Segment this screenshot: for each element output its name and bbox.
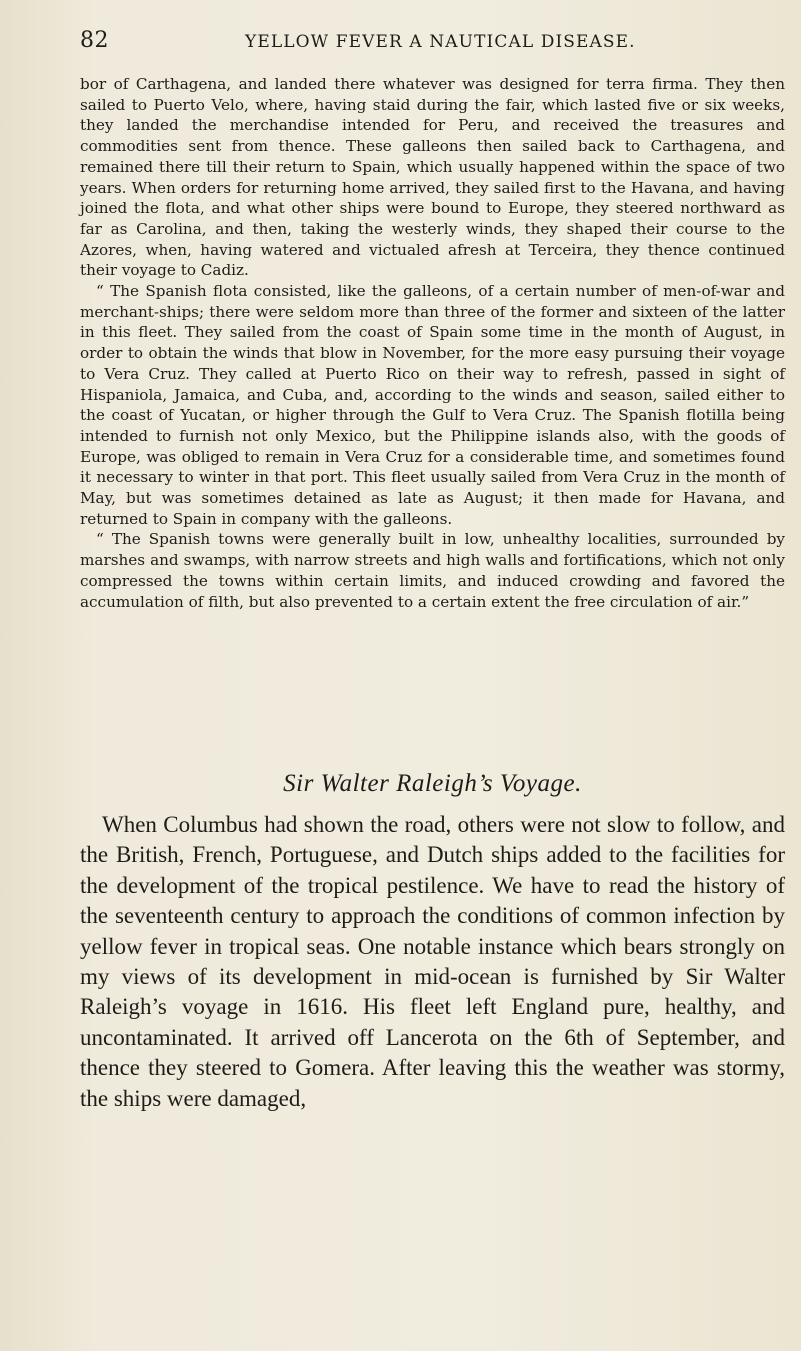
paragraph: “ The Spanish flota consisted, like the galleons, of a certain number of men-of-war and merchant-ships; there were seldom more than three of the former and sixteen of the latter in this fleet. They sailed from the coast of Spain some time in the month of August, in order to obtain the winds that blow in November, for the more easy pursuing their voyage to Vera Cruz. They called at Puerto Rico on their way to refresh, passed in sight of Hispaniola, Jamaica, and Cuba, and, according to the winds and season, sailed either to the coast of Yucatan, or higher through the Gulf to Vera Cruz. The Spanish flotilla being intended to furnish not only Mexico, but the Philippine islands also, with the goods of Europe, was obliged to remain in Vera Cruz for a considerable time, and sometimes found it necessary to winter in that port. This fleet usually sailed from Vera Cruz in the month of May, but was sometimes detained as late as August; it then made for Havana, and returned to Spain in company with the galleons. — [80, 282, 785, 528]
section-heading: Sir Walter Raleigh’s Voyage. — [283, 770, 582, 797]
paragraph: “ The Spanish towns were generally built in low, unhealthy localities, surrounded by marshes and swamps, with narrow streets and high walls and fortifications, which not only compressed the towns within certain limits, and induced crowding and favored the accumulation of filth, but also prevented to a certain extent the free circulation of air.” — [80, 530, 785, 611]
main-passage — [80, 810, 785, 1114]
page-number: 82 — [80, 28, 109, 53]
paragraph: When Columbus had shown the road, others were not slow to follow, and the British, French, Portuguese, and Dutch ships added to the facilities for the development of the tropical pestilence. We have to read the history of the seventeenth century to approach the conditions of common infection by yellow fever in tropical seas. One notable instance which bears strongly on my views of its development in mid-ocean is furnished by Sir Walter Raleigh’s voyage in 1616. His fleet left England pure, healthy, and uncontaminated. It arrived off Lancerota on the 6th of September, and thence they steered to Gomera. After leaving this the weather was stormy, the ships were damaged, — [80, 812, 785, 1111]
page-header — [80, 28, 777, 58]
running-head: YELLOW FEVER A NAUTICAL DISEASE. — [245, 32, 636, 52]
paragraph: bor of Carthagena, and landed there whatever was designed for terra firma. They then sailed to Puerto Velo, where, having staid during the fair, which lasted five or six weeks, they landed the merchandise intended for Peru, and received the treasures and commodities sent from thence. These galleons then sailed back to Carthagena, and remained there till their return to Spain, which usually happened within the space of two years. When orders for returning home arrived, they sailed first to the Havana, and having joined the flota, and what other ships were bound to Europe, they steered northward as far as Carolina, and then, taking the westerly winds, they shaped their course to the Azores, when, having watered and victualed afresh at Terceira, they thence continued their voyage to Cadiz. — [80, 75, 785, 280]
quoted-passage — [80, 74, 785, 612]
